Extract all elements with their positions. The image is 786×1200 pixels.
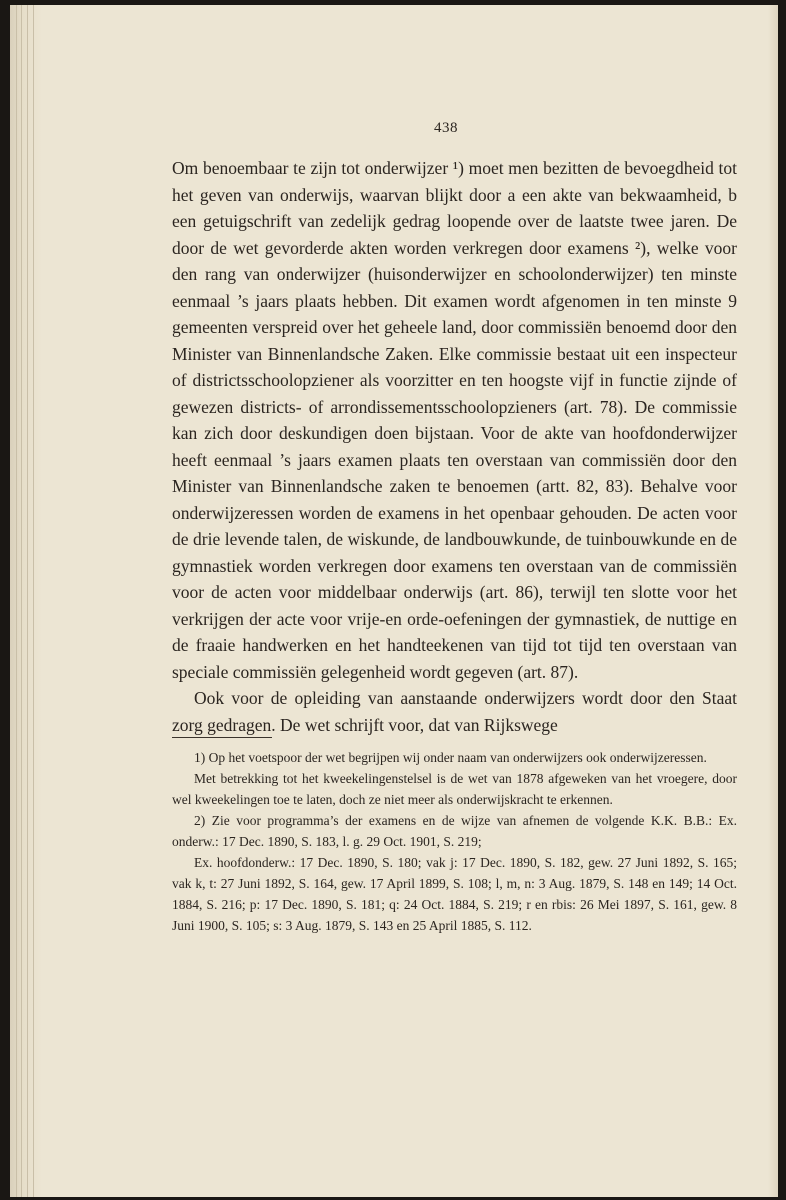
page-gutter — [10, 5, 42, 1197]
footnote: 1) Op het voetspoor der wet begrijpen wij onder naam van onderwijzers ook onderwijzeressen. — [194, 750, 707, 765]
page-right-edge — [768, 5, 778, 1197]
footnote: Ex. hoofdonderw.: 17 Dec. 1890, S. 180; vak j: 17 Dec. 1890, S. 182, gew. 27 Juni 1892, S. 165; vak k, t: 27 Juni 1892, S. 164, gew. 17 April 1899, S. 108; l, m, n: 3 Aug. 1879, S. 148 en 149; 14 Oct. 1884, S. 216; p: 17 Dec. 1890, S. 181; q: 24 Oct. 1884, S. 219; r en rbis: 26 Mei 1897, S. 161, gew. 8 Juni 1900, S. 105; s: 3 Aug. 1879, S. 143 en 25 April 1885, S. 112. — [172, 855, 737, 933]
book-page — [10, 5, 778, 1197]
body-text — [172, 155, 737, 738]
footnote: 2) Zie voor programma’s der examens en de wijze van afnemen de volgende K.K. B.B.: Ex. onderw.: 17 Dec. 1890, S. 183, l. g. 29 Oct. 1901, S. 219; — [172, 813, 737, 849]
footnotes — [172, 747, 737, 936]
footnote: Met betrekking tot het kweekelingenstelsel is de wet van 1878 afgeweken van het vroegere, door wel kweekelingen toe te laten, doch ze niet meer als onderwijskracht te erkennen. — [172, 771, 737, 807]
page-number: 438 — [434, 120, 458, 136]
paragraph: Ook voor de opleiding van aanstaande onderwijzers wordt door den Staat zorg gedragen. De wet schrijft voor, dat van Rijkswege — [172, 688, 737, 735]
footnote-divider — [172, 737, 272, 738]
paragraph: Om benoembaar te zijn tot onderwijzer ¹) moet men bezitten de bevoegdheid tot het geven van onderwijs, waarvan blijkt door a een akte van bekwaamheid, b een getuigschrift van zedelijk gedrag loopende over de laatste twee jaren. De door de wet gevorderde akten worden verkregen door examens ²), welke voor den rang van onderwijzer (huisonderwijzer en schoolonderwijzer) ten minste eenmaal ’s jaars plaats hebben. Dit examen wordt afgenomen in ten minste 9 gemeenten verspreid over het geheele land, door commissiën benoemd door den Minister van Binnenlandsche Zaken. Elke commissie bestaat uit een inspecteur of districtsschoolopziener als voorzitter en ten hoogste vijf in functie zijnde of gewezen districts- of arrondissementsschoolopzieners (art. 78). De commissie kan zich door deskundigen doen bijstaan. Voor de akte van hoofdonderwijzer heeft eenmaal ’s jaars examen plaats ten overstaan van commissiën door den Minister van Binnenlandsche zaken te benoemen (artt. 82, 83). Behalve voor onderwijzeressen worden de examens in het openbaar gehouden. De acten voor de drie levende talen, de wiskunde, de landbouwkunde, de tuinbouwkunde en de gymnastiek worden verkregen door examens ten overstaan van de commissiën voor de acten voor middelbaar onderwijs (art. 86), terwijl ten slotte voor het verkrijgen der acte voor vrije-en orde-oefeningen der gymnastiek, de nuttige en de fraaie handwerken en het handteekenen van tijd tot tijd ten overstaan van speciale commissiën gelegenheid wordt gegeven (art. 87). — [172, 158, 737, 682]
